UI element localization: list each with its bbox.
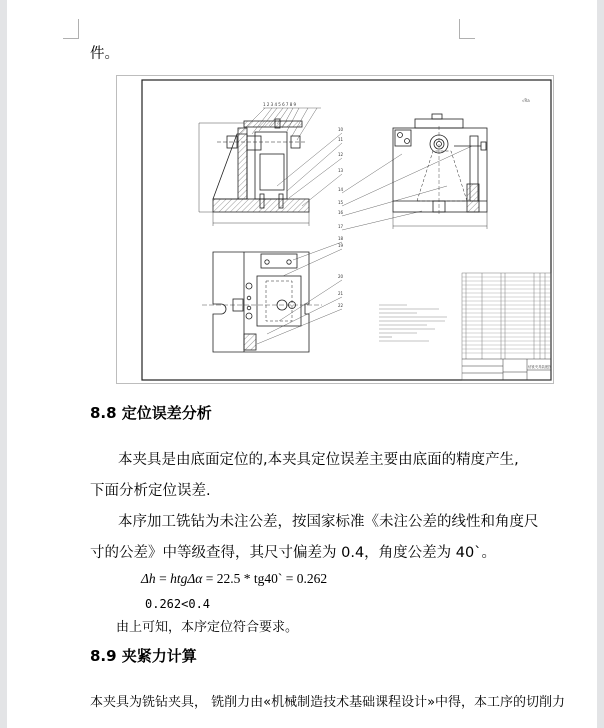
svg-text:钻铣夹具装配图: 钻铣夹具装配图 xyxy=(528,365,552,369)
formula-result: 0.262 xyxy=(296,571,328,586)
svg-text:16: 16 xyxy=(338,210,344,215)
svg-text:1 2 3 4 5 6 7 8 9: 1 2 3 4 5 6 7 8 9 xyxy=(263,102,297,107)
margin-corner-mark-top-right xyxy=(459,19,475,39)
margin-corner-mark-top-left xyxy=(63,19,79,39)
svg-text:17: 17 xyxy=(338,224,344,229)
conclusion-line: 由上可知，本序定位符合要求。 xyxy=(116,620,299,635)
section-heading-8-8: 8.8 定位误差分析 xyxy=(90,404,212,422)
paragraph-2-line-2: 寸的公差》中等级查得，其尺寸偏差为 0.4，角度公差为 40`。 xyxy=(90,545,496,561)
paragraph-8-9-line-1: 本夹具为铣钻夹具， 铣削力由«机械制造技术基础课程设计»中得，本工序的切削力 xyxy=(90,695,566,710)
svg-text:10: 10 xyxy=(338,127,344,132)
drawing-canvas xyxy=(117,76,555,385)
svg-text:14: 14 xyxy=(338,187,344,192)
error-formula: Δh = htgΔα = 22.5 * tg40` = 0.262 xyxy=(141,571,328,586)
section-heading-8-9: 8.9 夹紧力计算 xyxy=(90,647,197,665)
svg-text:19: 19 xyxy=(338,243,344,248)
formula-lhs: Δh xyxy=(141,571,156,586)
svg-text:15: 15 xyxy=(338,200,344,205)
svg-text:22: 22 xyxy=(338,303,344,308)
svg-text:12: 12 xyxy=(338,152,344,157)
svg-text:20: 20 xyxy=(338,274,344,279)
callouts-right xyxy=(277,127,472,230)
parts-list-rows xyxy=(462,277,551,359)
svg-text:13: 13 xyxy=(338,168,344,173)
document-page xyxy=(7,0,597,728)
continuation-text: 件。 xyxy=(90,46,119,62)
paragraph-1-line-2: 下面分析定位误差. xyxy=(90,483,211,499)
paragraph-2-line-1: 本序加工铣钻为未注公差，按国家标准《未注公差的线性和角度尺 xyxy=(118,514,539,530)
technical-notes xyxy=(379,305,447,341)
formula-term-2: 22.5 * tg40` xyxy=(216,571,283,586)
svg-text:18: 18 xyxy=(338,236,344,241)
drawing-border xyxy=(142,80,551,380)
paragraph-1-line-1: 本夹具是由底面定位的,本夹具定位误差主要由底面的精度产生, xyxy=(118,452,519,468)
comparison-line: 0.262<0.4 xyxy=(145,597,211,611)
formula-term-1: htgΔα xyxy=(170,571,203,586)
title-block xyxy=(462,359,552,380)
assembly-drawing-figure[interactable] xyxy=(116,75,554,384)
side-view xyxy=(393,114,487,229)
svg-text:21: 21 xyxy=(338,291,344,296)
top-view xyxy=(202,252,322,352)
svg-text:11: 11 xyxy=(338,137,344,142)
roughness-symbol: √Ra xyxy=(522,98,530,103)
